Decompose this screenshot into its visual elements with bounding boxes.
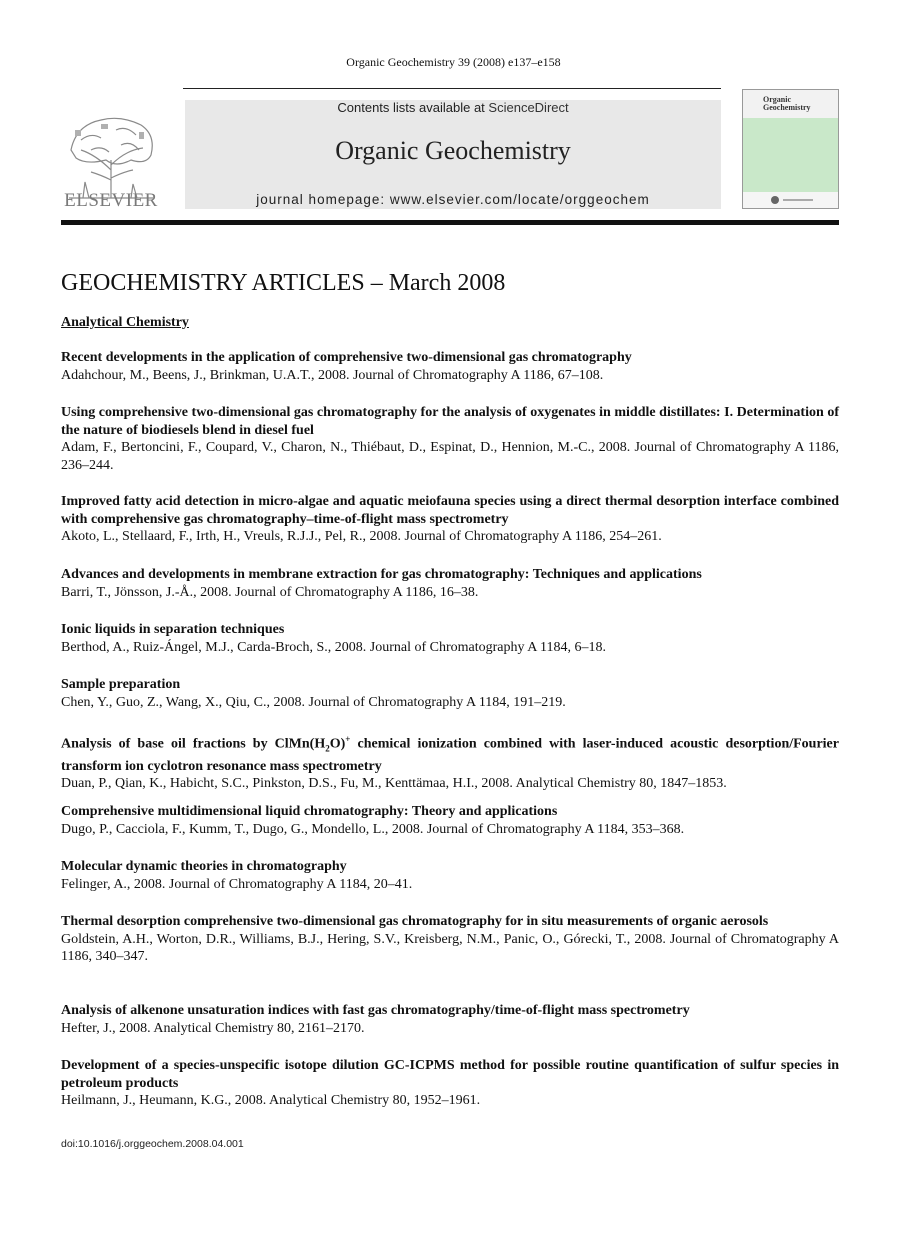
article-reference: Adahchour, M., Beens, J., Brinkman, U.A.T., 2008. Journal of Chromatography A 1186, 67–108. xyxy=(61,367,604,383)
article-reference: Dugo, P., Cacciola, F., Kumm, T., Dugo, G., Mondello, L., 2008. Journal of Chromatography A 1184, 353–368. xyxy=(61,821,685,837)
article-entry xyxy=(61,566,839,601)
article-reference: Barri, T., Jönsson, J.-Å., 2008. Journal of Chromatography A 1186, 16–38. xyxy=(61,584,479,600)
article-title: Analysis of base oil fractions by $ClMn(H_2O)^+$ chemical ionization combined with laser-induced acoustic desorption/Fourier transform ion cyclotron resonance mass spectrometry xyxy=(61,734,839,774)
elsevier-wordmark: ELSEVIER xyxy=(64,190,158,211)
journal-cover-thumbnail xyxy=(742,89,839,209)
article-reference: Chen, Y., Guo, Z., Wang, X., Qiu, C., 2008. Journal of Chromatography A 1184, 191–219. xyxy=(61,694,566,710)
contents-line xyxy=(185,100,721,115)
article-entry xyxy=(61,676,839,711)
article-entry xyxy=(61,803,839,838)
article-title: Molecular dynamic theories in chromatography xyxy=(61,859,347,874)
article-entry xyxy=(61,621,839,656)
sciencedirect-link[interactable]: ScienceDirect xyxy=(488,100,569,115)
article-title: Improved fatty acid detection in micro-algae and aquatic meiofauna species using a direct thermal desorption interface combined with comprehensive gas chromatography–time-of-flight mass spectrometry xyxy=(61,494,839,527)
article-title: Advances and developments in membrane extraction for gas chromatography: Techniques and applications xyxy=(61,567,702,582)
article-entry xyxy=(61,493,839,546)
article-reference: Berthod, A., Ruiz-Ángel, M.J., Carda-Broch, S., 2008. Journal of Chromatography A 1184, 6–18. xyxy=(61,639,607,655)
article-reference: Duan, P., Qian, K., Habicht, S.C., Pinkston, D.S., Fu, M., Kenttämaa, H.I., 2008. Analytical Chemistry 80, 1847–1853. xyxy=(61,776,727,792)
article-reference: Felinger, A., 2008. Journal of Chromatography A 1184, 20–41. xyxy=(61,876,413,892)
article-entry xyxy=(61,858,839,893)
doi[interactable]: doi:10.1016/j.orggeochem.2008.04.001 xyxy=(61,1138,244,1150)
article-title: Sample preparation xyxy=(61,677,181,692)
article-title: Thermal desorption comprehensive two-dimensional gas chromatography for in situ measurements of organic aerosols xyxy=(61,914,769,929)
article-entry xyxy=(61,349,839,384)
article-reference: Hefter, J., 2008. Analytical Chemistry 80, 2161–2170. xyxy=(61,1020,365,1036)
article-title: Development of a species-unspecific isotope dilution GC-ICPMS method for possible routine quantification of sulfur species in petroleum products xyxy=(61,1058,839,1091)
article-title: Recent developments in the application of comprehensive two-dimensional gas chromatography xyxy=(61,350,632,365)
article-title: Using comprehensive two-dimensional gas chromatography for the analysis of oxygenates in middle distillates: I. Determination of the nature of biodiesels blend in diesel fuel xyxy=(61,405,839,438)
running-head: Organic Geochemistry 39 (2008) e137–e158 xyxy=(346,55,561,69)
article-entry xyxy=(61,1057,839,1110)
article-title: Comprehensive multidimensional liquid chromatography: Theory and applications xyxy=(61,804,558,819)
article-reference: Akoto, L., Stellaard, F., Irth, H., Vreuls, R.J.J., Pel, R., 2008. Journal of Chromatography A 1186, 254–261. xyxy=(61,529,662,544)
cover-publisher-icon xyxy=(771,196,779,204)
article-entry xyxy=(61,1002,839,1037)
article-reference: Adam, F., Bertoncini, F., Coupard, V., Charon, N., Thiébaut, D., Espinat, D., Hennion, M.-C., 2008. Journal of Chromatography A 1186, 236–244. xyxy=(61,440,839,473)
journal-masthead xyxy=(185,100,721,209)
article-entry xyxy=(61,404,839,474)
contents-prefix: Contents lists available at xyxy=(337,100,485,115)
article-reference: Goldstein, A.H., Worton, D.R., Williams, B.J., Hering, S.V., Kreisberg, N.M., Panic, O., Górecki, T., 2008. Journal of Chromatography A 1186, 340–347. xyxy=(61,931,839,964)
article-title: Ionic liquids in separation techniques xyxy=(61,622,285,637)
cover-footer-line xyxy=(783,199,813,201)
cover-title: Organic Geochemistry xyxy=(763,95,811,112)
section-heading: Analytical Chemistry xyxy=(61,315,189,330)
journal-name: Organic Geochemistry xyxy=(335,136,571,165)
page-title: GEOCHEMISTRY ARTICLES – March 2008 xyxy=(61,270,506,296)
article-entry xyxy=(61,731,839,793)
article-title: Analysis of alkenone unsaturation indices with fast gas chromatography/time-of-flight mass spectrometry xyxy=(61,1003,690,1018)
top-rule xyxy=(183,88,721,89)
header-rule xyxy=(61,220,839,225)
article-entry xyxy=(61,913,839,966)
article-reference: Heilmann, J., Heumann, K.G., 2008. Analytical Chemistry 80, 1952–1961. xyxy=(61,1093,481,1108)
journal-homepage[interactable]: journal homepage: www.elsevier.com/locate/orggeochem xyxy=(256,192,650,207)
